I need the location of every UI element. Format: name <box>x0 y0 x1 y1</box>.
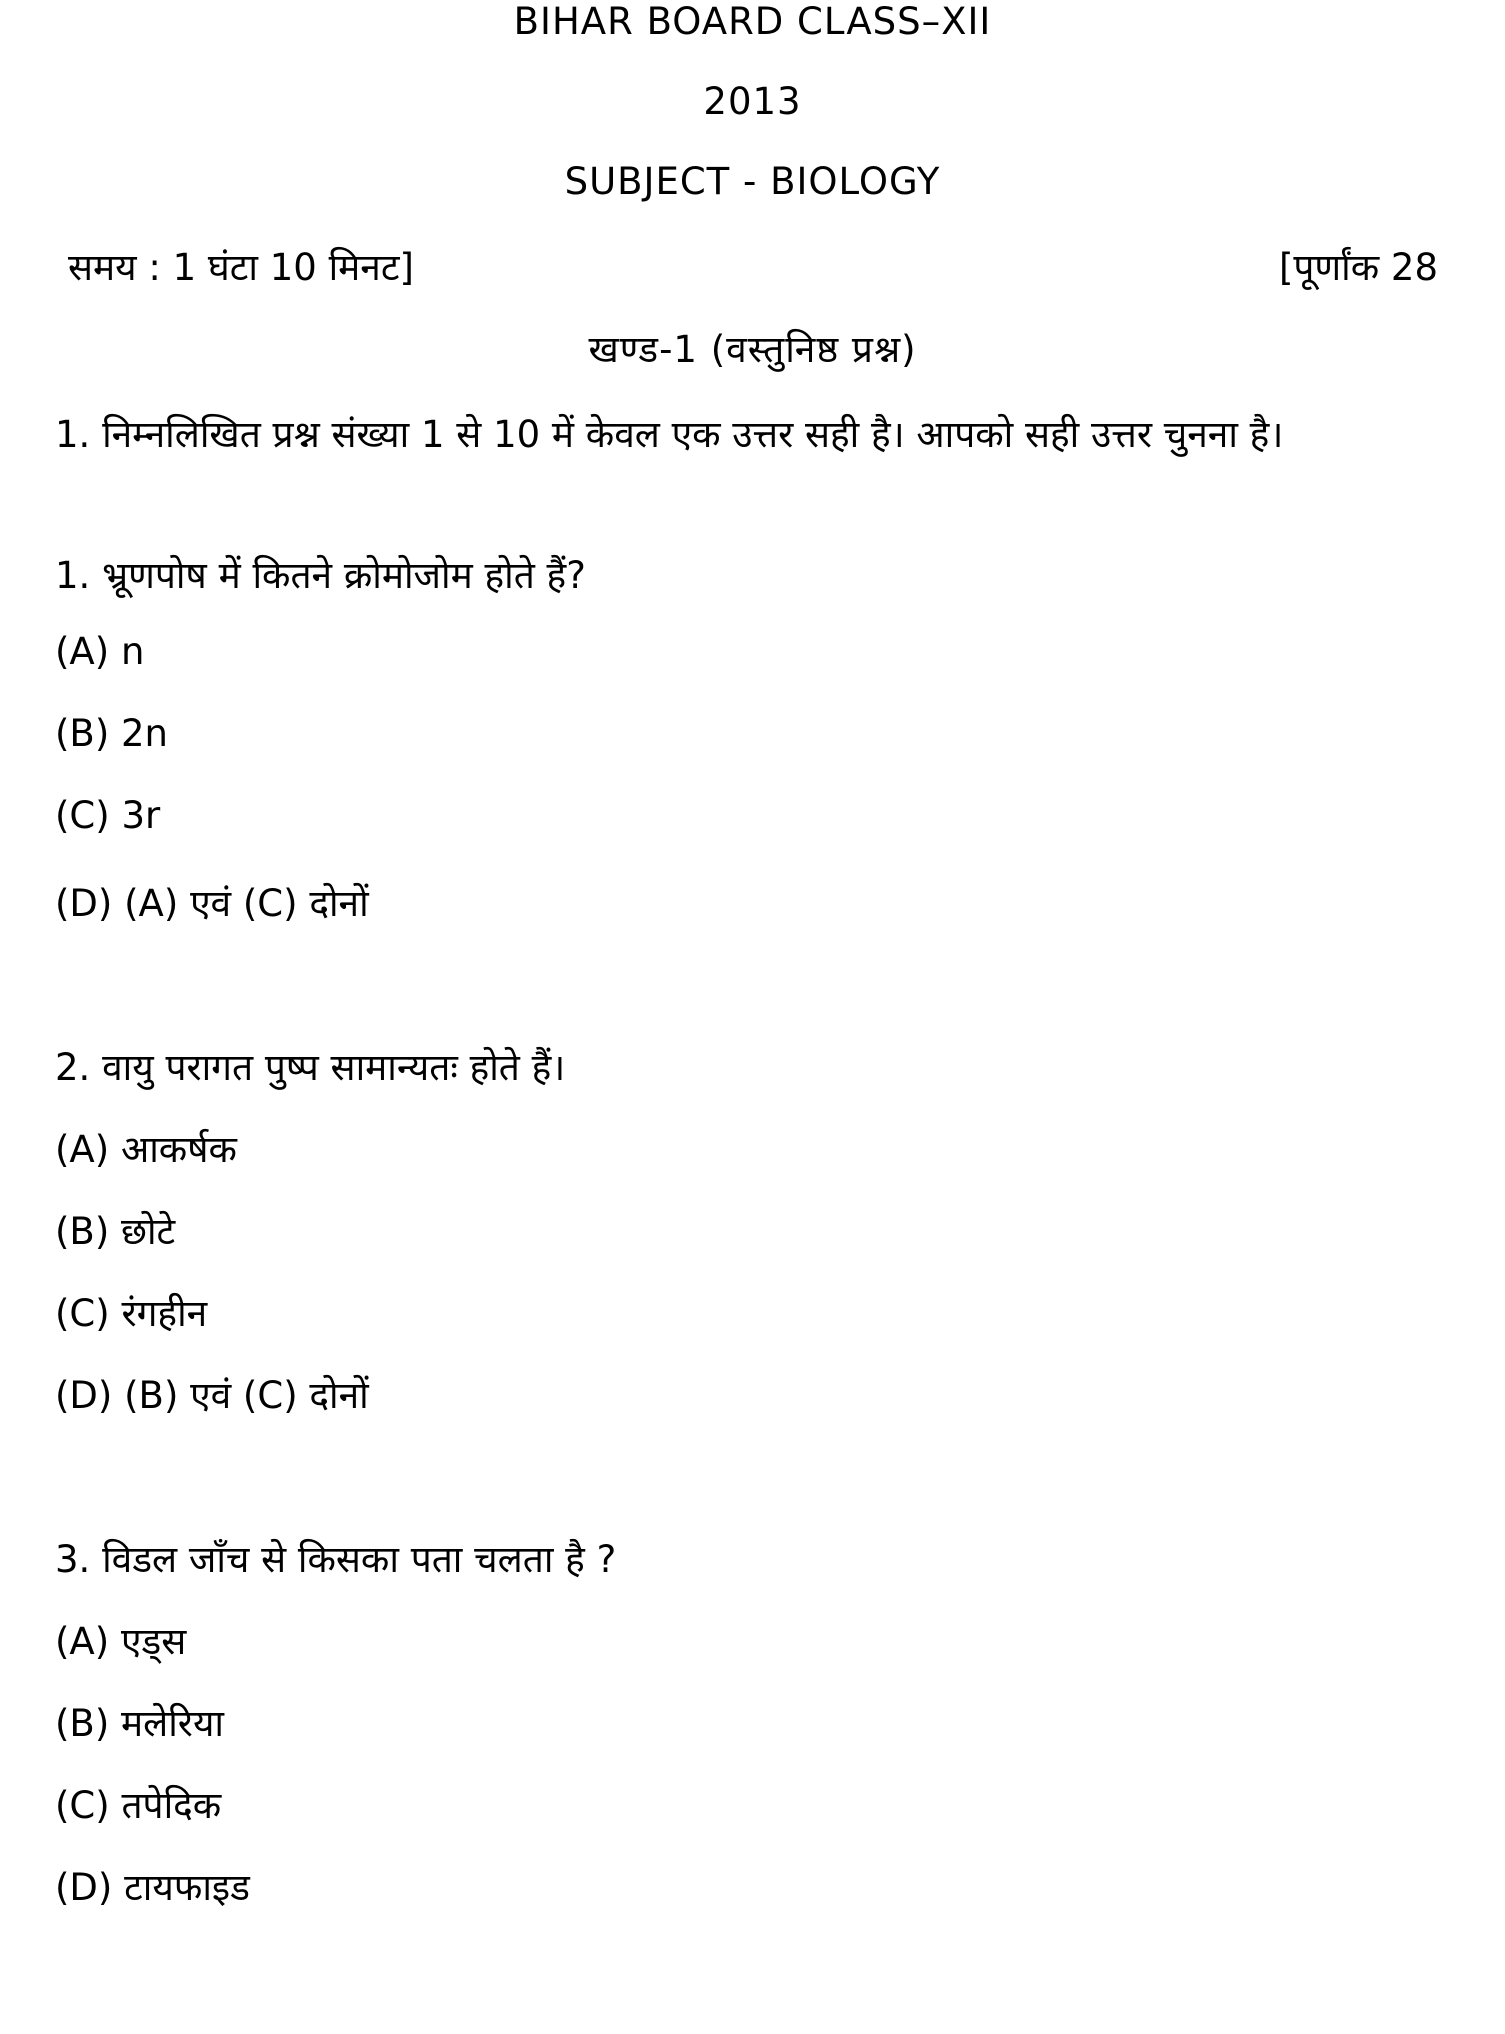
question-3-text: 3. विडल जाँच से किसका पता चलता है ? <box>55 1538 617 1581</box>
time-allowed: समय : 1 घंटा 10 मिनट] <box>68 246 414 289</box>
question-1-option-a: (A) n <box>55 630 145 673</box>
question-3-option-d: (D) टायफाइड <box>55 1866 250 1909</box>
question-3-option-b: (B) मलेरिया <box>55 1702 224 1745</box>
question-1-option-b: (B) 2n <box>55 712 169 755</box>
question-1-option-d: (D) (A) एवं (C) दोनों <box>55 882 369 925</box>
full-marks: [पूर्णांक 28 <box>1278 246 1438 289</box>
exam-meta-row <box>68 240 1438 300</box>
question-2-option-b: (B) छोटे <box>55 1210 176 1253</box>
question-3-option-c: (C) तपेदिक <box>55 1784 222 1827</box>
exam-year: 2013 <box>703 80 802 123</box>
question-2-option-d: (D) (B) एवं (C) दोनों <box>55 1374 369 1417</box>
question-3-option-a: (A) एड्स <box>55 1620 187 1663</box>
section-title: खण्ड-1 (वस्तुनिष्ठ प्रश्न) <box>588 328 917 371</box>
subject-title: SUBJECT - BIOLOGY <box>564 160 941 203</box>
question-2-option-c: (C) रंगहीन <box>55 1292 208 1335</box>
question-2-option-a: (A) आकर्षक <box>55 1128 237 1171</box>
question-2-text: 2. वायु परागत पुष्प सामान्यतः होते हैं। <box>55 1046 566 1089</box>
section-instruction: 1. निम्नलिखित प्रश्न संख्या 1 से 10 में केवल एक उत्तर सही है। आपको सही उत्तर चुनना है। <box>55 413 1284 456</box>
question-1-text: 1. भ्रूणपोष में कितने क्रोमोजोम होते हैं? <box>55 554 586 597</box>
board-title: BIHAR BOARD CLASS–XII <box>513 0 992 43</box>
question-1-option-c: (C) 3r <box>55 794 161 837</box>
